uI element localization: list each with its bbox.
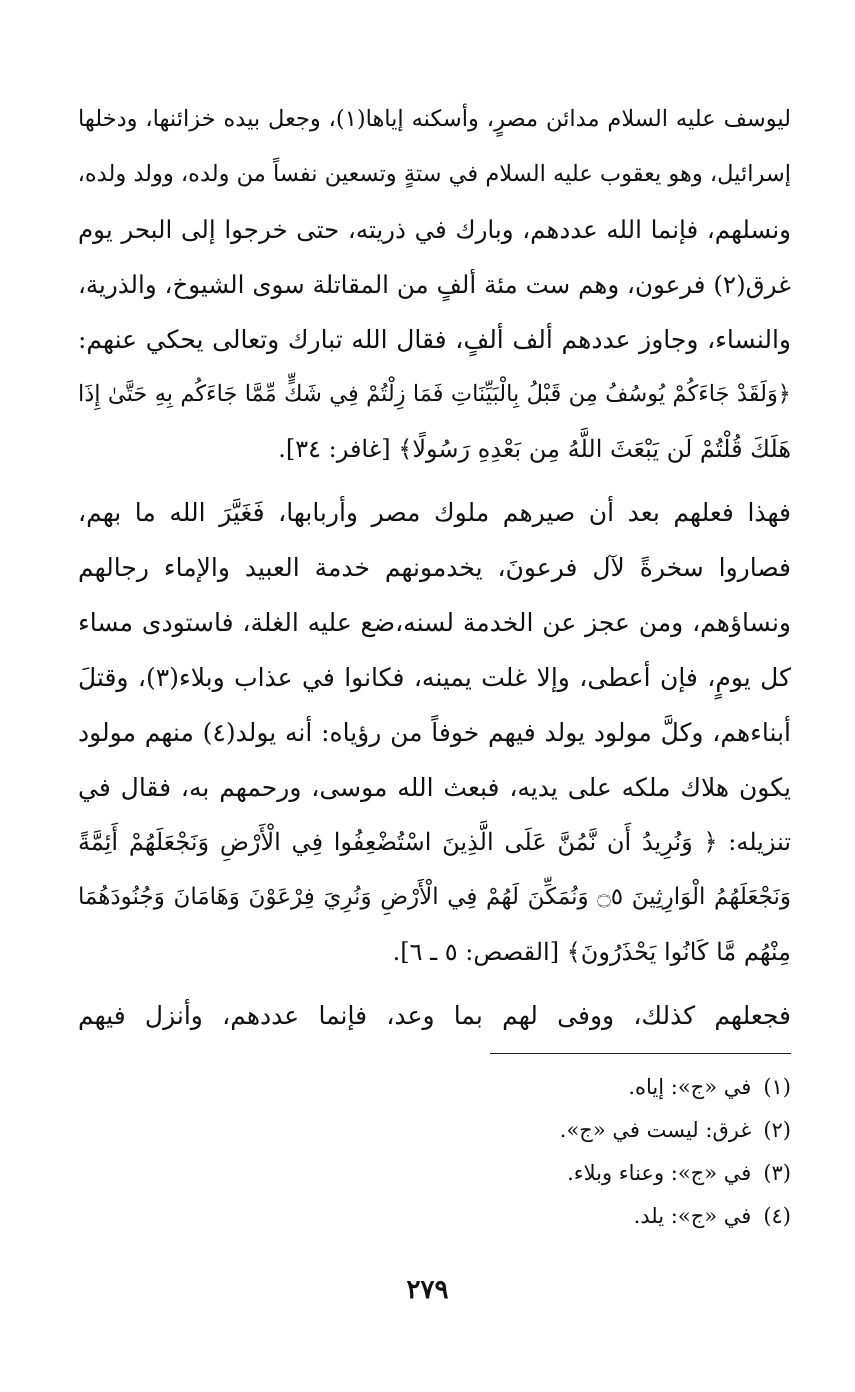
text-line: ليوسف عليه السلام مدائن مصرٍ، وأسكنه إياها(١)، وجعل بيده خزائنها، ودخلها: [78, 106, 791, 132]
text-line: فصاروا سخرةً لآل فرعونَ، يخدمونهم خدمة العبيد والإماء رجالهم: [78, 553, 791, 582]
text-line: ونساؤهم، ومن عجز عن الخدمة لسنه،ضع عليه الغلة، فاستودى مساء: [78, 608, 791, 637]
text-line: كل يومٍ، فإن أعطى، وإلا غلت يمينه، فكانوا في عذاب وبلاء(٣)، وقتلَ: [78, 663, 791, 692]
footnote-text: في «ج»: إياه.: [628, 1075, 752, 1099]
footnote-number: (٣): [763, 1161, 791, 1185]
footnote: [300, 1152, 791, 1195]
text-line: والنساء، وجاوز عددهم ألف ألفٍ، فقال الله تبارك وتعالى يحكي عنهم:: [78, 325, 791, 354]
page-number: ٢٧٩: [406, 1275, 449, 1305]
footnote: [300, 1066, 791, 1109]
footnote-text: غرق: ليست في «ج».: [559, 1118, 752, 1142]
quran-verse-line: مِنْهُم مَّا كَانُوا يَحْذَرُونَ﴾ [القصص: ٥ ـ ٦].: [392, 938, 791, 966]
footnote-text: في «ج»: يلد.: [633, 1204, 752, 1228]
footnote-text: في «ج»: وعناء وبلاء.: [567, 1161, 752, 1185]
footnote-number: (١): [763, 1075, 791, 1099]
main-text: [78, 92, 791, 1043]
text-line: فجعلهم كذلك، ووفى لهم بما وعد، فإنما عددهم، وأنزل فيهم: [78, 1001, 791, 1030]
paragraph: [78, 485, 791, 980]
text-line: أبناءهم، وكلَّ مولود يولد فيهم خوفاً من رؤياه: أنه يولد(٤) منهم مولود: [78, 718, 791, 747]
footnote-separator: [490, 1053, 791, 1054]
footnote: [300, 1195, 791, 1238]
footnote: [300, 1109, 791, 1152]
footnotes: [300, 1066, 791, 1238]
quran-verse-line: تنزيله: ﴿ وَنُرِيدُ أَن نَّمُنَّ عَلَى الَّذِينَ اسْتُضْعِفُوا فِي الْأَرْضِ وَنَجْعَلَهُمْ أَئِمَّةً: [78, 828, 791, 856]
paragraph: [78, 988, 791, 1043]
text-line: غرق(٢) فرعون، وهم ست مئة ألفٍ من المقاتلة سوى الشيوخ، والذرية،: [78, 270, 791, 299]
quran-verse-line: هَلَكَ قُلْتُمْ لَن يَبْعَثَ اللَّهُ مِن بَعْدِهِ رَسُولًا﴾ [غافر: ٣٤].: [278, 435, 791, 463]
text-line: إسرائيل، وهو يعقوب عليه السلام في ستةٍ وتسعين نفساً من ولده، وولد ولده،: [78, 161, 791, 187]
text-line: فهذا فعلهم بعد أن صيرهم ملوك مصر وأربابها، فَغَيَّرَ الله ما بهم،: [78, 498, 791, 527]
quran-verse-line: وَنَجْعَلَهُمُ الْوَارِثِينَ ۝٥ وَنُمَكِّنَ لَهُمْ فِي الْأَرْضِ وَنُرِيَ فِرْعَوْنَ وَهَامَانَ وَجُنُودَهُمَا: [78, 884, 791, 910]
footnote-number: (٤): [763, 1204, 791, 1228]
text-line: يكون هلاك ملكه على يديه، فبعث الله موسى، ورحمهم به، فقال في: [78, 773, 791, 802]
footnote-number: (٢): [763, 1118, 791, 1142]
text-line: ونسلهم، فإنما الله عددهم، وبارك في ذريته، حتى خرجوا إلى البحر يوم: [78, 215, 791, 244]
paragraph: [78, 92, 791, 477]
quran-verse-line: ﴿وَلَقَدْ جَاءَكُمْ يُوسُفُ مِن قَبْلُ بِالْبَيِّنَاتِ فَمَا زِلْتُمْ فِي شَكٍّ مِّمَّا جَاءَكُم بِهِ حَتَّىٰ إِذَا: [78, 381, 791, 407]
